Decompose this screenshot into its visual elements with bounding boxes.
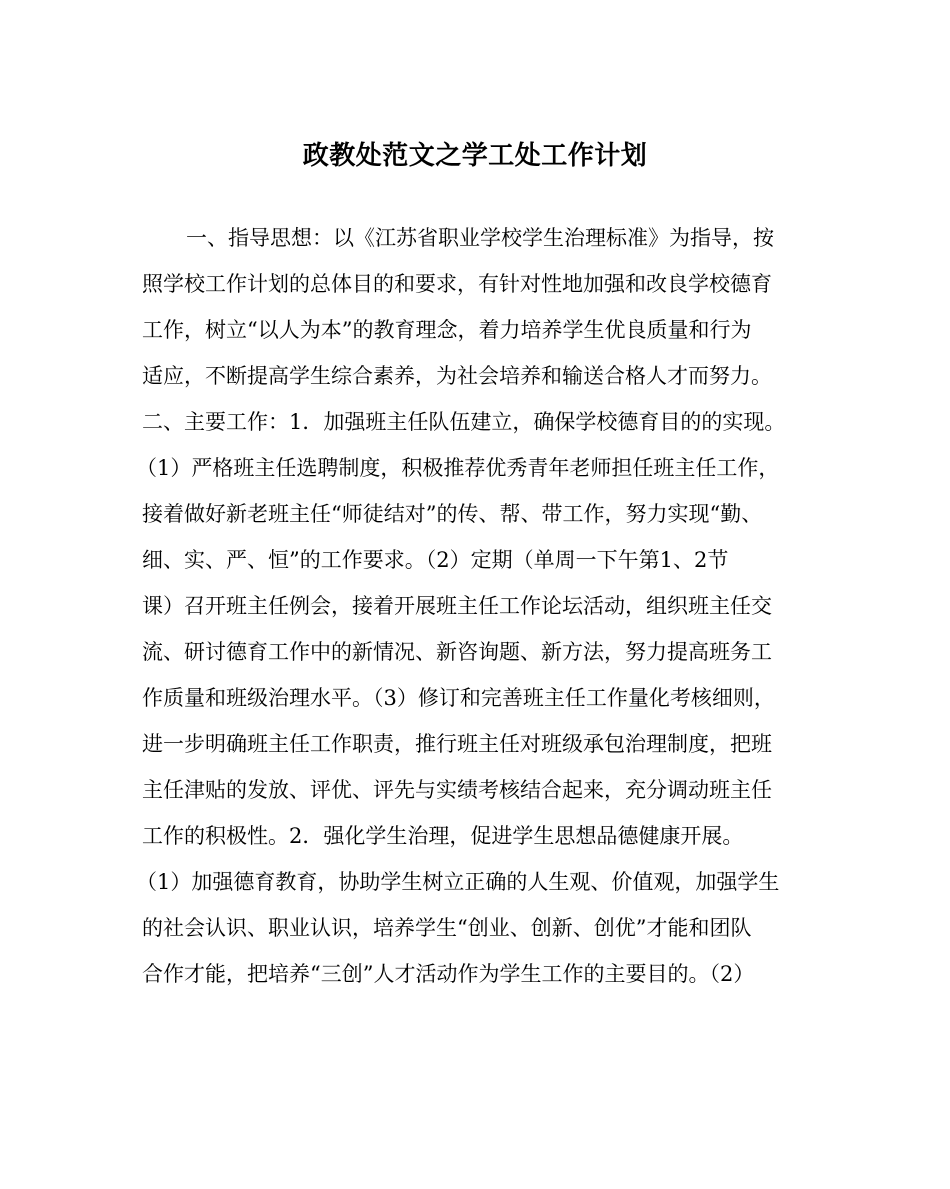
document-title: 政教处范文之学工处工作计划 bbox=[302, 141, 648, 171]
paragraph-line: 二、主要工作：1．加强班主任队伍建立，确保学校德育目的的实现。 bbox=[142, 410, 786, 434]
paragraph-line: 的社会认识、职业认识，培养学生“创业、创新、创优”才能和团队 bbox=[142, 916, 752, 940]
paragraph-line: 课）召开班主任例会，接着开展班主任工作论坛活动，组织班主任交 bbox=[142, 594, 772, 618]
paragraph-line: （1）加强德育教育，协助学生树立正确的人生观、价值观，加强学生 bbox=[136, 870, 780, 894]
paragraph-line: 进一步明确班主任工作职责，推行班主任对班级承包治理制度，把班 bbox=[142, 732, 772, 756]
paragraph-line: （1）严格班主任选聘制度，积极推荐优秀青年老师担任班主任工作， bbox=[136, 456, 780, 480]
paragraph-line: 细、实、严、恒”的工作要求。（2）定期（单周一下午第1、2节 bbox=[142, 548, 729, 572]
paragraph-line: 照学校工作计划的总体目的和要求，有针对性地加强和改良学校德育 bbox=[142, 272, 772, 296]
paragraph-line: 合作才能，把培养“三创”人才活动作为学生工作的主要目的。（2） bbox=[142, 962, 755, 986]
document-body bbox=[136, 221, 822, 1003]
paragraph-line: 作质量和班级治理水平。（3）修订和完善班主任工作量化考核细则， bbox=[142, 686, 775, 710]
paragraph-line: 主任津贴的发放、评优、评先与实绩考核结合起来，充分调动班主任 bbox=[142, 778, 772, 802]
paragraph-line: 流、研讨德育工作中的新情况、新咨询题、新方法，努力提高班务工 bbox=[142, 640, 772, 664]
paragraph-line: 工作的积极性。2．强化学生治理，促进学生思想品德健康开展。 bbox=[142, 824, 744, 848]
paragraph-line: 接着做好新老班主任“师徒结对”的传、帮、带工作，努力实现“勤、 bbox=[142, 502, 763, 526]
paragraph-line: 一、指导思想：以《江苏省职业学校学生治理标准》为指导，按 bbox=[186, 226, 774, 250]
paragraph-line: 适应，不断提高学生综合素养，为社会培养和输送合格人才而努力。 bbox=[142, 364, 772, 388]
paragraph-line: 工作，树立“以人为本”的教育理念，着力培养学生优良质量和行为 bbox=[142, 318, 752, 342]
